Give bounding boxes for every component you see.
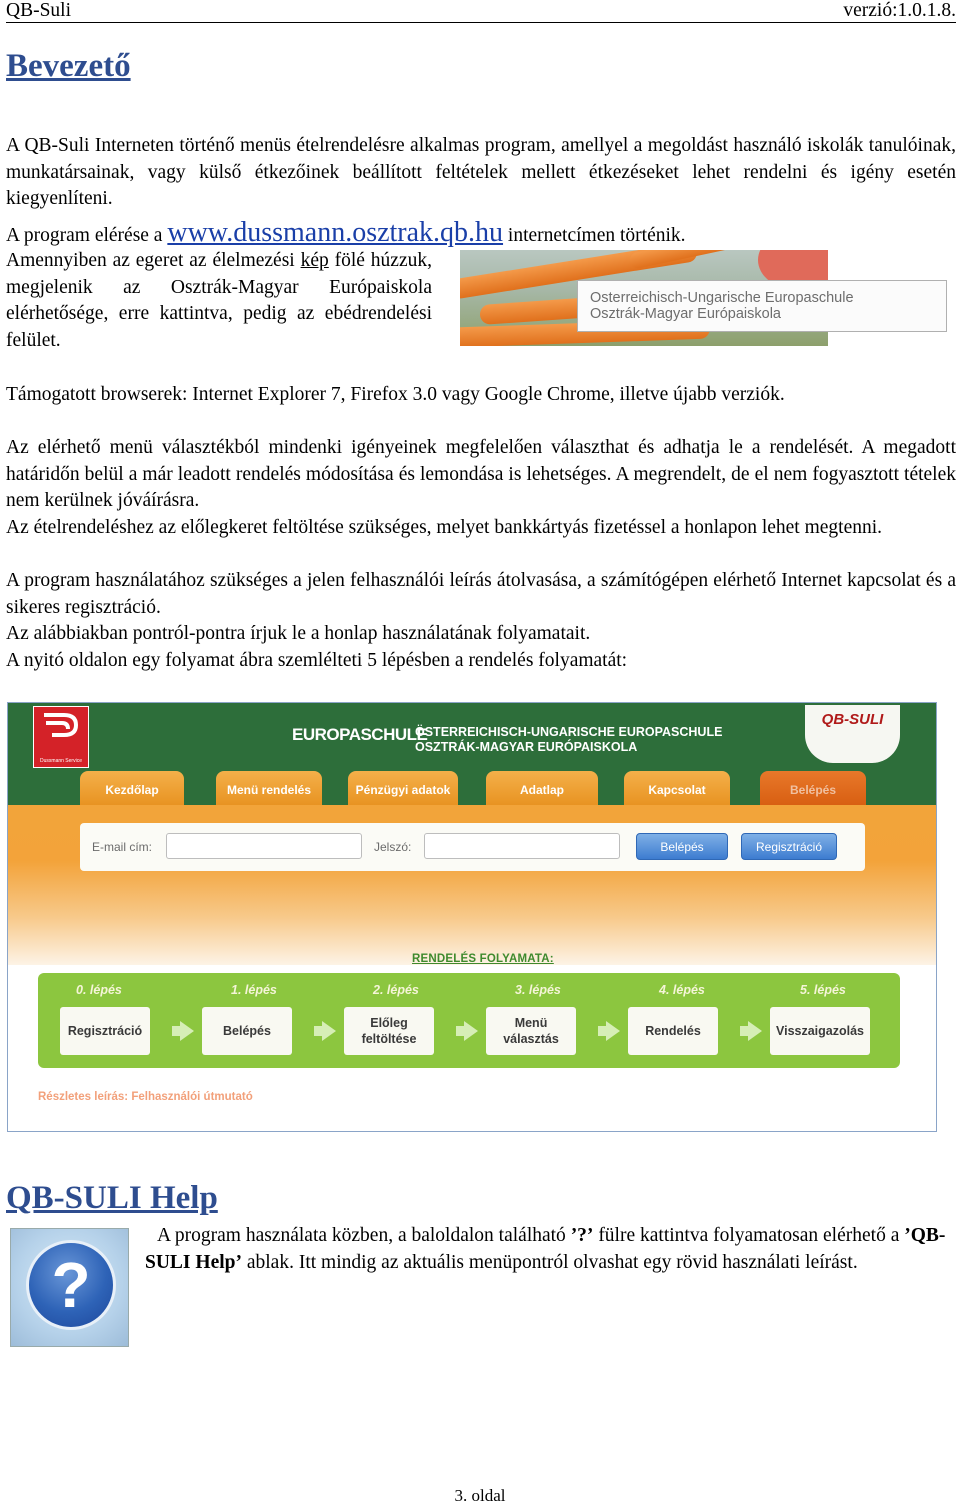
access-post: internetcímen történik. bbox=[503, 225, 686, 246]
tooltip-line-de: Osterreichisch-Ungarische Europaschule bbox=[590, 290, 854, 306]
step-confirmation[interactable]: Visszaigazolás bbox=[770, 1007, 870, 1055]
step-label: 3. lépés bbox=[515, 983, 561, 997]
flow-intro-paragraph: A nyitó oldalon egy folyamat ábra szemlélteti 5 lépésben a rendelés folyamatát: bbox=[6, 650, 628, 671]
header-app-name: QB-Suli bbox=[6, 0, 72, 21]
step-arrow bbox=[322, 1021, 336, 1041]
step-register[interactable]: Regisztráció bbox=[60, 1007, 150, 1055]
nav-tab-menu-order[interactable]: Menü rendelés bbox=[216, 771, 322, 805]
help-paragraph bbox=[145, 1223, 957, 1276]
menu-paragraph: Az elérhető menü választékból mindenki igényeinek megfelelően választhat és adhatja le a rendelését. A megadott határidőn belül a már leadott rendelés módosítása és lemondása is lehetséges. A megrendelt, de el nem fogyasztott tételek nem kerülnek jóváírásra. bbox=[6, 437, 956, 512]
site-nav bbox=[80, 771, 900, 805]
help-question-icon bbox=[10, 1228, 129, 1347]
page-header bbox=[6, 0, 956, 23]
email-label: E-mail cím: bbox=[92, 840, 152, 854]
step-arrow bbox=[180, 1021, 194, 1041]
school-name bbox=[415, 725, 722, 755]
help-text-2: fülre kattintva folyamatosan elérhető a bbox=[593, 1225, 905, 1246]
section-title-intro: Bevezető bbox=[6, 48, 131, 84]
help-bold-question: ’?’ bbox=[570, 1225, 594, 1246]
step-arrow bbox=[748, 1021, 762, 1041]
dussmann-label: Dussmann Service bbox=[40, 758, 82, 764]
nav-tab-login[interactable]: Belépés bbox=[760, 771, 866, 805]
login-button[interactable]: Belépés bbox=[636, 833, 728, 860]
help-text-1: A program használata közben, a baloldalon található bbox=[157, 1225, 571, 1246]
header-version: verzió:1.0.1.8. bbox=[843, 0, 956, 21]
step-label: 1. lépés bbox=[231, 983, 277, 997]
step-label: 4. lépés bbox=[659, 983, 705, 997]
step-label: 2. lépés bbox=[373, 983, 419, 997]
login-bar bbox=[8, 805, 936, 965]
intro-paragraph: A QB-Suli Interneten történő menüs ételrendelésre alkalmas program, amellyel a megoldást használó iskolák tanulóinak, munkatársainak, vagy külső étkezőinek beállított feltételek mellett étkezéseket lehet rendelni és igény esetén kiegyenlíteni. bbox=[6, 135, 956, 210]
email-input[interactable] bbox=[166, 833, 362, 859]
access-pre: A program elérése a bbox=[6, 225, 168, 246]
step-login[interactable]: Belépés bbox=[202, 1007, 292, 1055]
flow-title: RENDELÉS FOLYAMATA: bbox=[412, 953, 554, 965]
school-logo[interactable]: EUROPASCHULE bbox=[292, 725, 428, 744]
help-bold-name: ’QB-SULI Help’ bbox=[145, 1225, 946, 1273]
step-label: 5. lépés bbox=[800, 983, 846, 997]
help-text-3: ablak. Itt mindig az aktuális menüpontról olvashat egy rövid használati leírást. bbox=[241, 1251, 858, 1273]
step-menu-choice[interactable]: Menü választás bbox=[486, 1007, 576, 1055]
order-flow bbox=[38, 973, 900, 1068]
user-guide-link[interactable]: Részletes leírás: Felhasználói útmutató bbox=[38, 1091, 253, 1103]
nav-tab-profile[interactable]: Adatlap bbox=[486, 771, 598, 805]
help-icon-glyph: ? bbox=[26, 1240, 116, 1330]
page-number: 3. oldal bbox=[454, 1486, 506, 1505]
section-title-help: QB-SULI Help bbox=[6, 1180, 218, 1216]
password-label: Jelszó: bbox=[374, 840, 412, 854]
qbsuli-logo[interactable]: QB-SULI bbox=[805, 705, 900, 763]
browsers-line: Támogatott browserek: Internet Explorer 7, Firefox 3.0 vagy Google Chrome, illetve újabb verziók. bbox=[6, 384, 785, 405]
website-screenshot bbox=[7, 702, 937, 1132]
deposit-paragraph: Az ételrendeléshez az előlegkeret feltöltése szükséges, melyet bankkártyás fizetéssel a honlapon lehet megtenni. bbox=[6, 517, 883, 538]
hover-kep-word: kép bbox=[300, 250, 329, 271]
school-name-de: ÖSTERREICHISCH-UNGARISCHE EUROPASCHULE bbox=[415, 725, 723, 739]
requirements-paragraph: A program használatához szükséges a jelen felhasználói leírás átolvasása, a számítógépen elérhető Internet kapcsolat és a sikeres regisztráció. bbox=[6, 570, 956, 618]
hover-post: fölé húzzuk, megjelenik az Osztrák-Magyar Európaiskola elérhetősége, erre kattintva, pedig az ebédrendelési felület. bbox=[6, 250, 432, 352]
step-label: 0. lépés bbox=[76, 983, 122, 997]
tooltip-line-hu: Osztrák-Magyar Európaiskola bbox=[590, 306, 781, 322]
hover-pre: Amennyiben az egeret az élelmezési bbox=[6, 250, 301, 271]
password-input[interactable] bbox=[424, 833, 620, 859]
dussmann-logo[interactable] bbox=[33, 706, 89, 768]
hover-paragraph bbox=[6, 248, 432, 355]
steps-intro-paragraph: Az alábbiakban pontról-pontra írjuk le a honlap használatának folyamatait. bbox=[6, 623, 591, 644]
login-form bbox=[80, 823, 865, 871]
site-url-link[interactable]: www.dussmann.osztrak.qb.hu bbox=[167, 217, 504, 248]
nav-tab-contact[interactable]: Kapcsolat bbox=[624, 771, 730, 805]
step-arrow bbox=[464, 1021, 478, 1041]
nav-tab-finance[interactable]: Pénzügyi adatok bbox=[348, 771, 458, 805]
register-button[interactable]: Regisztráció bbox=[741, 833, 837, 860]
access-line bbox=[6, 217, 956, 252]
step-order[interactable]: Rendelés bbox=[628, 1007, 718, 1055]
step-deposit[interactable]: Előleg feltöltése bbox=[344, 1007, 434, 1055]
nav-tab-home[interactable]: Kezdőlap bbox=[80, 771, 184, 805]
school-tooltip[interactable] bbox=[577, 280, 947, 332]
step-arrow bbox=[606, 1021, 620, 1041]
site-header bbox=[8, 703, 936, 805]
school-name-hu: OSZTRÁK-MAGYAR EURÓPAISKOLA bbox=[415, 740, 638, 754]
